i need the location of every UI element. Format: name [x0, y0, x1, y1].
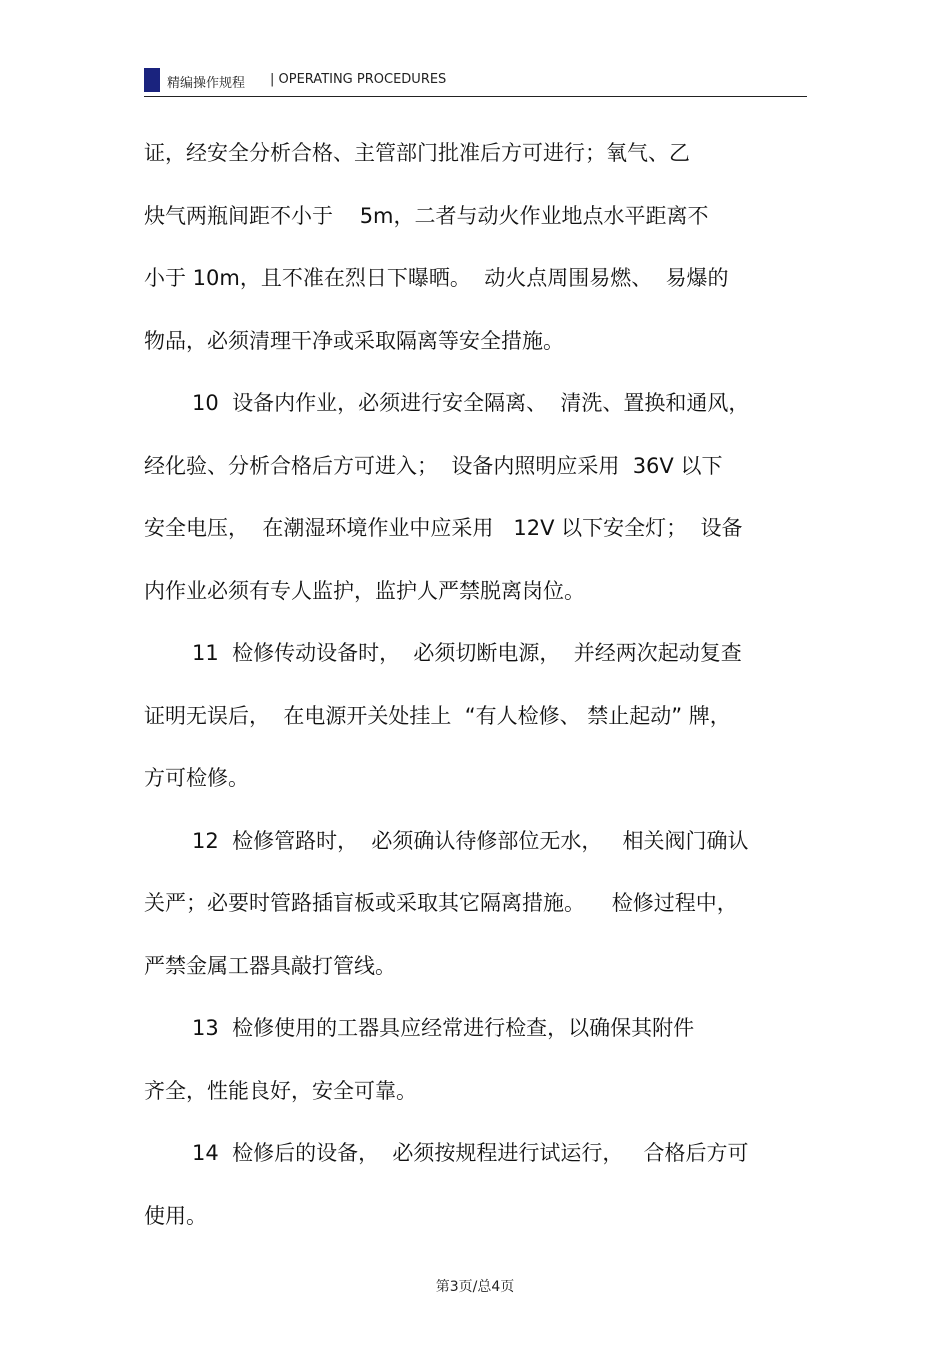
- body-line: 内作业必须有专人监护，监护人严禁脱离岗位。: [144, 578, 585, 603]
- body-line: 14 检修后的设备， 必须按规程进行试运行， 合格后方可: [192, 1141, 749, 1165]
- body-line: 方可检修。: [144, 766, 249, 790]
- body-line: 证，经安全分析合格、主管部门批准后方可进行；氧气、乙: [144, 141, 690, 165]
- document-body: [144, 122, 814, 1247]
- body-line: 13 检修使用的工器具应经常进行检查，以确保其附件: [192, 1016, 695, 1040]
- body-line: 严禁金属工器具敲打管线。: [144, 953, 396, 978]
- body-line: 11 检修传动设备时， 必须切断电源， 并经两次起动复查: [192, 641, 742, 665]
- logo-icon: [144, 68, 160, 92]
- body-line: 物品，必须清理干净或采取隔离等安全措施。: [144, 328, 564, 353]
- body-line: 齐全，性能良好，安全可靠。: [144, 1078, 417, 1103]
- page-header: [144, 64, 807, 97]
- page-footer: 第3页/总4页: [435, 1279, 515, 1295]
- body-line: 安全电压， 在潮湿环境作业中应采用 12V 以下安全灯； 设备: [144, 516, 743, 540]
- header-subtitle: | OPERATING PROCEDURES: [270, 72, 447, 87]
- body-line: 10 设备内作业，必须进行安全隔离、 清洗、置换和通风，: [192, 391, 750, 415]
- body-line: 炔气两瓶间距不小于 5m，二者与动火作业地点水平距离不: [144, 203, 709, 228]
- body-line: 经化验、分析合格后方可进入； 设备内照明应采用 36V 以下: [144, 453, 723, 478]
- body-line: 关严；必要时管路插盲板或采取其它隔离措施。 检修过程中，: [144, 891, 738, 915]
- body-line: 12 检修管路时， 必须确认待修部位无水， 相关阀门确认: [192, 828, 749, 853]
- header-title: 精编操作规程: [167, 76, 246, 91]
- body-line: 使用。: [144, 1203, 207, 1228]
- body-line: 证明无误后， 在电源开关处挂上 “有人检修、 禁止起动” 牌，: [144, 703, 731, 728]
- body-line: 小于 10m，且不准在烈日下曝晒。 动火点周围易燃、 易爆的: [144, 266, 729, 290]
